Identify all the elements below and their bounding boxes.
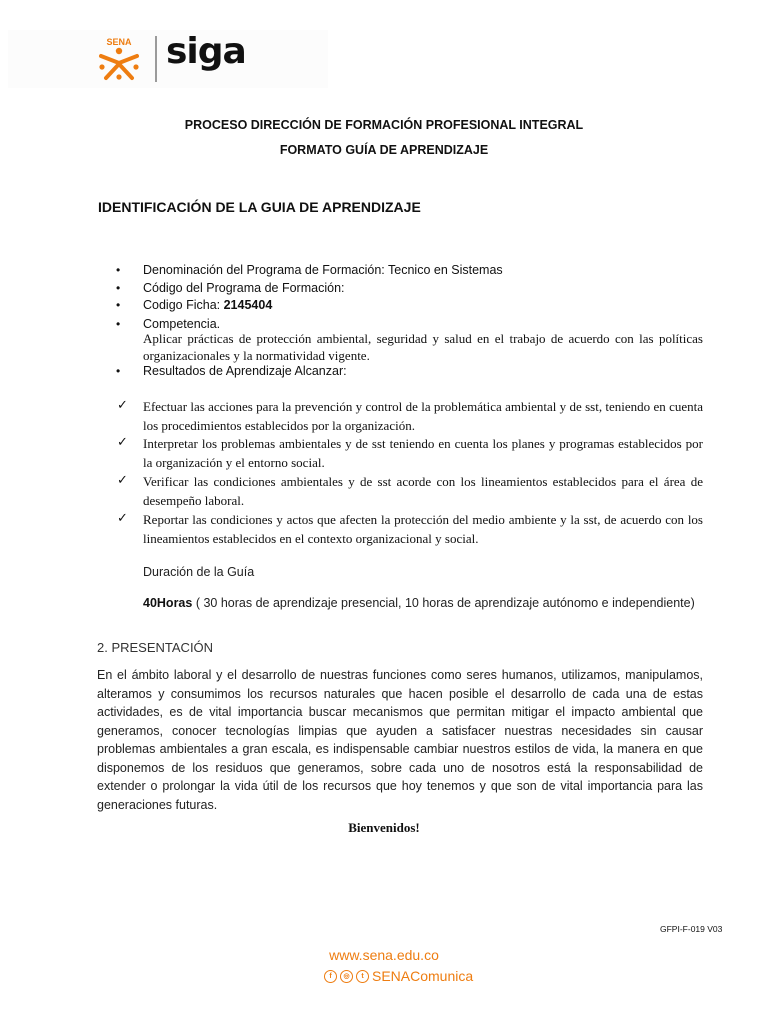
check-icon: ✓: [117, 510, 128, 525]
resultado-item: Reportar las condiciones y actos que afecten la protección del medio ambiente y la sst, de acuerdo con los lineamientos establecidos en el contexto organizacional y social.: [143, 512, 703, 546]
competencia-item: Competencia.: [143, 317, 221, 331]
resultado-item: Interpretar los problemas ambientales y de sst teniendo en cuenta los planes y programas establecidos por la organización y el entorno social.: [143, 436, 703, 470]
ficha-label: Codigo Ficha:: [143, 298, 224, 312]
hours-detail: ( 30 horas de aprendizaje presencial, 10 horas de aprendizaje autónomo e independiente): [192, 596, 695, 610]
resultados-item: Resultados de Aprendizaje Alcanzar:: [143, 364, 347, 378]
facebook-icon[interactable]: f: [324, 970, 337, 983]
footer-url-link[interactable]: www.sena.edu.co: [329, 947, 439, 963]
format-title: FORMATO GUÍA DE APRENDIZAJE: [279, 143, 489, 157]
welcome-text: Bienvenidos!: [348, 820, 420, 835]
instagram-icon[interactable]: ◎: [340, 970, 353, 983]
check-icon: ✓: [117, 434, 128, 449]
check-icon: ✓: [117, 397, 128, 412]
logo-separator: [155, 36, 157, 82]
presentation-text: En el ámbito laboral y el desarrollo de nuestras funciones como seres humanos, utilizamos, manipulamos, alteramos y consumimos los recursos naturales que hacen posible el desarrollo de cada una de estas actividades, es de vital importancia buscar mecanismos que permitan mitigar el impacto ambiental que generamos, conocer tecnologías limpias que ayuden a satisfacer nuestras necesidades sin causar problemas ambientales a gran escala, es indispensable cambiar nuestros estilos de vida, la manera en que disponemos de los residuos que generamos, sobre cada uno de nosotros está la responsabilidad de extender o prolongar la vida útil de los recursos que hoy tenemos y que son de vital importancia para las generaciones futuras.: [97, 668, 703, 812]
sena-logo-text: SENA: [106, 37, 132, 47]
sena-logo: [94, 36, 144, 82]
ficha-number: 2145404: [223, 298, 273, 312]
ficha-item: [143, 298, 272, 312]
footer-social-handle[interactable]: SENAComunica: [372, 968, 474, 984]
hours-bold: 40Horas: [143, 596, 193, 610]
presentation-title: 2. PRESENTACIÓN: [97, 640, 214, 655]
program-name-item: Denominación del Programa de Formación: Tecnico en Sistemas: [143, 263, 503, 277]
document-code: GFPI-F-019 V03: [660, 924, 723, 934]
twitter-icon[interactable]: t: [356, 970, 369, 983]
footer-social: [324, 967, 473, 985]
program-code-item: Código del Programa de Formación:: [143, 281, 345, 295]
check-icon: ✓: [117, 472, 128, 487]
competencia-description: Aplicar prácticas de protección ambiental, seguridad y salud en el trabajo de acuerdo con las políticas organizacionales y la normatividad vigente.: [143, 331, 703, 363]
section-title: IDENTIFICACIÓN DE LA GUIA DE APRENDIZAJE: [98, 199, 421, 215]
hours-line: [143, 596, 695, 610]
duration-label: Duración de la Guía: [143, 565, 255, 579]
process-title: PROCESO DIRECCIÓN DE FORMACIÓN PROFESIONAL INTEGRAL: [184, 118, 584, 132]
resultado-item: Verificar las condiciones ambientales y de sst acorde con los lineamientos establecidos para el área de desempeño laboral.: [143, 474, 703, 508]
siga-logo: siga: [166, 31, 246, 72]
resultado-item: Efectuar las acciones para la prevención y control de la problemática ambiental y de sst, teniendo en cuenta los procedimientos establecidos por la organización.: [143, 399, 703, 433]
